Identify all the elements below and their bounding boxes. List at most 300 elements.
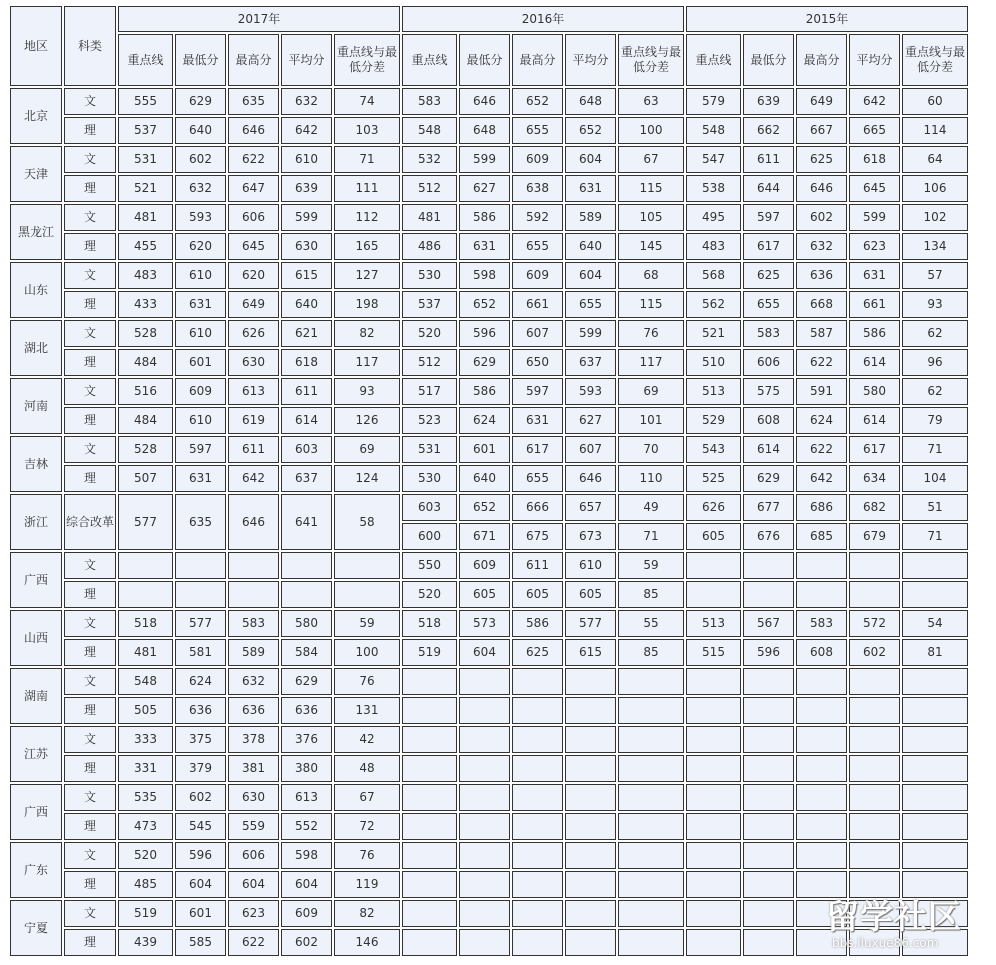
score-cell-2017-key-line: 519	[118, 900, 173, 927]
score-cell-2016-avg-score	[565, 784, 616, 811]
region-cell: 吉林	[10, 436, 62, 492]
score-cell-2016-key-line	[402, 726, 457, 753]
score-cell-2016-max-score: 652	[512, 88, 563, 115]
score-cell-2015-min-score: 606	[743, 349, 794, 376]
score-cell-2016-min-score	[459, 929, 510, 956]
score-cell-2016-key-line: 532	[402, 146, 457, 173]
score-cell-2016-key-line: 583	[402, 88, 457, 115]
score-cell-2017-max-score: 636	[228, 697, 279, 724]
score-cell-2017-key-line	[118, 581, 173, 608]
metric-header-key-line: 重点线	[686, 34, 741, 86]
table-row	[10, 117, 968, 144]
score-cell-2017-gap: 131	[334, 697, 400, 724]
score-cell-2017-key-line: 555	[118, 88, 173, 115]
score-cell-2015-max-score: 632	[796, 233, 847, 260]
metric-header-min-score: 最低分	[175, 34, 226, 86]
score-cell-2016-avg-score: 589	[565, 204, 616, 231]
score-cell-2015-min-score	[743, 900, 794, 927]
score-cell-2017-avg-score: 636	[281, 697, 332, 724]
score-cell-2015-avg-score	[849, 929, 900, 956]
watermark-url: bbs.liuxue86.com	[832, 936, 939, 950]
score-cell-2015-min-score	[743, 552, 794, 579]
score-cell-2015-avg-score	[849, 726, 900, 753]
score-cell-2016-avg-score	[565, 871, 616, 898]
region-cell: 广东	[10, 842, 62, 898]
score-cell-2016-min-score: 598	[459, 262, 510, 289]
region-cell: 天津	[10, 146, 62, 202]
score-cell-2016-min-score: 629	[459, 349, 510, 376]
score-cell-2016-key-line: 520	[402, 581, 457, 608]
table-row	[10, 378, 968, 405]
table-row	[10, 233, 968, 260]
score-cell-2017-avg-score: 618	[281, 349, 332, 376]
metric-header-max-score: 最高分	[512, 34, 563, 86]
region-cell: 广西	[10, 784, 62, 840]
score-cell-2015-key-line: 510	[686, 349, 741, 376]
score-cell-2015-key-line	[686, 842, 741, 869]
score-cell-2016-max-score: 597	[512, 378, 563, 405]
score-cell-2016-key-line	[402, 668, 457, 695]
score-cell-2017-key-line: 516	[118, 378, 173, 405]
score-cell-2015-min-score	[743, 813, 794, 840]
score-cell-2015-max-score: 649	[796, 88, 847, 115]
score-cell-2017-min-score: 545	[175, 813, 226, 840]
score-cell-2015-min-score	[743, 871, 794, 898]
score-cell-2017-min-score: 581	[175, 639, 226, 666]
subject-cell: 文	[64, 204, 116, 231]
score-cell-2016-key-line	[402, 697, 457, 724]
score-cell-2016-key-line: 519	[402, 639, 457, 666]
score-cell-2015-gap: 81	[902, 639, 968, 666]
score-cell-2015-avg-score: 599	[849, 204, 900, 231]
score-cell-2016-gap: 63	[618, 88, 684, 115]
score-cell-2016-key-line: 486	[402, 233, 457, 260]
score-cell-2017-key-line: 531	[118, 146, 173, 173]
score-cell-2017-avg-score: 598	[281, 842, 332, 869]
score-cell-2017-gap: 93	[334, 378, 400, 405]
score-cell-2015-key-line	[686, 813, 741, 840]
score-cell-2015-gap: 62	[902, 378, 968, 405]
score-cell-2016-key-line	[402, 900, 457, 927]
score-cell-2017-max-score: 623	[228, 900, 279, 927]
score-cell-2017-avg-score: 641	[281, 494, 332, 550]
score-cell-2017-avg-score: 637	[281, 465, 332, 492]
score-cell-2017-avg-score: 642	[281, 117, 332, 144]
score-cell-2017-gap: 48	[334, 755, 400, 782]
score-cell-2017-min-score: 636	[175, 697, 226, 724]
score-cell-2015-min-score: 614	[743, 436, 794, 463]
score-cell-2016-key-line: 520	[402, 320, 457, 347]
table-row	[10, 929, 968, 956]
table-row	[10, 668, 968, 695]
score-cell-2015-max-score	[796, 697, 847, 724]
score-cell-2016-min-score: 671	[459, 523, 510, 550]
score-cell-2017-gap: 82	[334, 900, 400, 927]
score-cell-2017-gap	[334, 552, 400, 579]
score-cell-2016-avg-score: 646	[565, 465, 616, 492]
score-cell-2016-max-score: 625	[512, 639, 563, 666]
score-cell-2015-key-line: 626	[686, 494, 741, 521]
table-row	[10, 697, 968, 724]
score-cell-2015-min-score	[743, 842, 794, 869]
score-cell-2016-gap: 101	[618, 407, 684, 434]
score-cell-2017-key-line	[118, 552, 173, 579]
score-cell-2015-key-line: 513	[686, 610, 741, 637]
score-cell-2015-avg-score: 618	[849, 146, 900, 173]
metric-header-min-score: 最低分	[743, 34, 794, 86]
score-cell-2016-key-line: 512	[402, 349, 457, 376]
score-cell-2017-key-line: 481	[118, 204, 173, 231]
score-cell-2015-gap: 54	[902, 610, 968, 637]
score-cell-2017-key-line: 528	[118, 436, 173, 463]
score-cell-2015-max-score	[796, 552, 847, 579]
score-cell-2015-key-line	[686, 726, 741, 753]
score-cell-2015-gap: 57	[902, 262, 968, 289]
score-cell-2016-key-line	[402, 784, 457, 811]
score-cell-2016-avg-score: 593	[565, 378, 616, 405]
score-cell-2016-gap	[618, 871, 684, 898]
score-cell-2015-max-score: 602	[796, 204, 847, 231]
score-cell-2017-avg-score: 640	[281, 291, 332, 318]
score-cell-2016-max-score: 655	[512, 465, 563, 492]
score-cell-2016-key-line: 530	[402, 465, 457, 492]
score-cell-2015-key-line: 568	[686, 262, 741, 289]
score-cell-2015-gap	[902, 871, 968, 898]
region-cell: 广西	[10, 552, 62, 608]
score-cell-2015-min-score: 639	[743, 88, 794, 115]
score-cell-2017-avg-score: 630	[281, 233, 332, 260]
header-year-row	[10, 6, 968, 32]
score-cell-2015-gap	[902, 842, 968, 869]
score-cell-2016-key-line: 518	[402, 610, 457, 637]
score-cell-2016-max-score: 638	[512, 175, 563, 202]
subject-cell: 理	[64, 639, 116, 666]
subject-cell: 理	[64, 871, 116, 898]
score-cell-2016-gap: 69	[618, 378, 684, 405]
score-cell-2016-max-score	[512, 668, 563, 695]
score-cell-2016-max-score: 611	[512, 552, 563, 579]
score-cell-2017-min-score: 631	[175, 291, 226, 318]
score-cell-2017-key-line: 507	[118, 465, 173, 492]
score-cell-2015-key-line	[686, 784, 741, 811]
score-cell-2017-max-score: 620	[228, 262, 279, 289]
score-cell-2016-avg-score	[565, 668, 616, 695]
score-cell-2015-gap: 79	[902, 407, 968, 434]
header-metric-row	[10, 34, 968, 86]
score-cell-2017-max-score: 647	[228, 175, 279, 202]
score-cell-2016-max-score: 617	[512, 436, 563, 463]
score-cell-2016-key-line: 600	[402, 523, 457, 550]
score-cell-2017-gap: 111	[334, 175, 400, 202]
score-cell-2017-avg-score: 613	[281, 784, 332, 811]
score-cell-2017-gap: 82	[334, 320, 400, 347]
score-cell-2016-gap: 76	[618, 320, 684, 347]
score-cell-2015-key-line: 579	[686, 88, 741, 115]
score-cell-2017-min-score: 609	[175, 378, 226, 405]
score-cell-2016-max-score: 592	[512, 204, 563, 231]
score-cell-2016-key-line: 530	[402, 262, 457, 289]
score-cell-2015-avg-score	[849, 842, 900, 869]
table-row	[10, 813, 968, 840]
score-cell-2016-avg-score: 610	[565, 552, 616, 579]
score-cell-2017-max-score: 626	[228, 320, 279, 347]
score-cell-2016-key-line	[402, 929, 457, 956]
score-cell-2016-min-score	[459, 813, 510, 840]
score-cell-2016-gap: 59	[618, 552, 684, 579]
score-cell-2015-gap: 96	[902, 349, 968, 376]
score-cell-2015-avg-score	[849, 871, 900, 898]
score-cell-2017-gap: 59	[334, 610, 400, 637]
score-cell-2015-gap: 134	[902, 233, 968, 260]
score-cell-2015-gap	[902, 697, 968, 724]
table-row	[10, 291, 968, 318]
score-cell-2017-avg-score: 639	[281, 175, 332, 202]
score-cell-2017-min-score: 602	[175, 146, 226, 173]
score-cell-2015-max-score	[796, 813, 847, 840]
metric-header-min-score: 最低分	[459, 34, 510, 86]
score-cell-2017-key-line: 333	[118, 726, 173, 753]
score-cell-2016-key-line: 537	[402, 291, 457, 318]
score-cell-2016-min-score	[459, 871, 510, 898]
score-cell-2016-max-score: 666	[512, 494, 563, 521]
subject-cell: 理	[64, 929, 116, 956]
region-header: 地区	[10, 6, 62, 86]
score-cell-2017-gap: 146	[334, 929, 400, 956]
score-cell-2016-gap: 115	[618, 291, 684, 318]
score-cell-2015-gap: 62	[902, 320, 968, 347]
region-cell: 湖北	[10, 320, 62, 376]
metric-header-avg-score: 平均分	[849, 34, 900, 86]
score-cell-2017-avg-score: 621	[281, 320, 332, 347]
subject-cell: 理	[64, 291, 116, 318]
score-cell-2015-min-score	[743, 668, 794, 695]
score-cell-2015-key-line	[686, 552, 741, 579]
score-cell-2015-avg-score: 617	[849, 436, 900, 463]
score-cell-2016-min-score: 586	[459, 378, 510, 405]
score-cell-2017-min-score: 597	[175, 436, 226, 463]
region-cell: 宁夏	[10, 900, 62, 956]
table-row	[10, 146, 968, 173]
score-cell-2016-max-score	[512, 842, 563, 869]
score-cell-2017-min-score: 593	[175, 204, 226, 231]
score-cell-2015-min-score	[743, 726, 794, 753]
subject-cell: 文	[64, 552, 116, 579]
subject-cell: 文	[64, 900, 116, 927]
score-cell-2015-key-line: 525	[686, 465, 741, 492]
score-cell-2017-max-score: 630	[228, 349, 279, 376]
metric-header-key-line: 重点线	[118, 34, 173, 86]
score-cell-2017-key-line: 473	[118, 813, 173, 840]
score-cell-2015-min-score: 611	[743, 146, 794, 173]
score-cell-2017-max-score: 613	[228, 378, 279, 405]
score-cell-2016-gap	[618, 900, 684, 927]
score-cell-2017-key-line: 485	[118, 871, 173, 898]
table-row	[10, 784, 968, 811]
score-cell-2015-key-line: 605	[686, 523, 741, 550]
score-cell-2015-key-line: 529	[686, 407, 741, 434]
score-cell-2017-avg-score: 602	[281, 929, 332, 956]
table-row	[10, 755, 968, 782]
score-cell-2015-min-score: 644	[743, 175, 794, 202]
subject-cell: 理	[64, 233, 116, 260]
score-cell-2016-key-line: 481	[402, 204, 457, 231]
score-cell-2015-avg-score	[849, 755, 900, 782]
score-cell-2017-gap	[334, 581, 400, 608]
score-cell-2016-avg-score: 673	[565, 523, 616, 550]
score-cell-2015-gap	[902, 784, 968, 811]
score-cell-2017-gap: 103	[334, 117, 400, 144]
score-cell-2015-avg-score	[849, 813, 900, 840]
score-cell-2015-gap: 64	[902, 146, 968, 173]
score-cell-2017-key-line: 520	[118, 842, 173, 869]
score-cell-2016-gap: 145	[618, 233, 684, 260]
subject-cell: 综合改革	[64, 494, 116, 550]
score-cell-2016-gap	[618, 668, 684, 695]
score-cell-2015-min-score: 625	[743, 262, 794, 289]
score-cell-2016-min-score: 631	[459, 233, 510, 260]
score-cell-2016-min-score: 573	[459, 610, 510, 637]
score-cell-2017-min-score: 585	[175, 929, 226, 956]
score-cell-2015-key-line: 543	[686, 436, 741, 463]
score-cell-2016-key-line: 548	[402, 117, 457, 144]
score-cell-2017-max-score: 622	[228, 146, 279, 173]
score-cell-2017-key-line: 528	[118, 320, 173, 347]
table-row	[10, 726, 968, 753]
score-cell-2015-key-line: 562	[686, 291, 741, 318]
score-cell-2016-gap: 110	[618, 465, 684, 492]
subject-cell: 文	[64, 842, 116, 869]
score-cell-2015-gap: 60	[902, 88, 968, 115]
score-cell-2017-gap: 69	[334, 436, 400, 463]
score-cell-2017-min-score: 601	[175, 900, 226, 927]
score-cell-2016-max-score: 605	[512, 581, 563, 608]
score-cell-2017-avg-score: 376	[281, 726, 332, 753]
watermark-logo: 留学社区	[826, 897, 962, 936]
score-cell-2015-max-score	[796, 842, 847, 869]
score-cell-2016-max-score: 650	[512, 349, 563, 376]
score-cell-2016-key-line	[402, 842, 457, 869]
score-cell-2016-avg-score: 652	[565, 117, 616, 144]
score-cell-2015-key-line: 521	[686, 320, 741, 347]
score-cell-2017-gap: 165	[334, 233, 400, 260]
score-cell-2015-avg-score: 661	[849, 291, 900, 318]
score-cell-2015-min-score: 677	[743, 494, 794, 521]
score-cell-2015-max-score: 622	[796, 436, 847, 463]
score-cell-2015-gap	[902, 552, 968, 579]
score-cell-2015-gap	[902, 755, 968, 782]
score-cell-2015-min-score: 608	[743, 407, 794, 434]
score-cell-2016-avg-score: 607	[565, 436, 616, 463]
score-cell-2015-key-line	[686, 929, 741, 956]
score-cell-2015-avg-score: 614	[849, 349, 900, 376]
score-cell-2017-min-score: 596	[175, 842, 226, 869]
table-row	[10, 639, 968, 666]
score-cell-2016-max-score: 609	[512, 262, 563, 289]
table-row	[10, 436, 968, 463]
score-cell-2015-min-score: 655	[743, 291, 794, 318]
subject-cell: 理	[64, 407, 116, 434]
score-cell-2015-max-score	[796, 726, 847, 753]
score-sheet	[8, 4, 970, 958]
score-cell-2017-gap: 100	[334, 639, 400, 666]
score-cell-2017-key-line: 548	[118, 668, 173, 695]
score-cell-2017-min-score: 375	[175, 726, 226, 753]
score-cell-2017-max-score: 642	[228, 465, 279, 492]
score-cell-2017-min-score: 640	[175, 117, 226, 144]
score-cell-2016-max-score: 631	[512, 407, 563, 434]
score-cell-2016-key-line: 603	[402, 494, 457, 521]
score-cell-2017-min-score: 602	[175, 784, 226, 811]
score-cell-2015-key-line	[686, 900, 741, 927]
score-cell-2015-min-score: 676	[743, 523, 794, 550]
score-cell-2016-max-score	[512, 900, 563, 927]
subject-cell: 文	[64, 610, 116, 637]
score-cell-2016-avg-score	[565, 726, 616, 753]
score-cell-2016-avg-score: 631	[565, 175, 616, 202]
table-row	[10, 407, 968, 434]
subject-cell: 理	[64, 697, 116, 724]
subject-cell: 理	[64, 581, 116, 608]
score-cell-2015-key-line: 513	[686, 378, 741, 405]
score-cell-2015-gap	[902, 726, 968, 753]
score-cell-2016-min-score: 601	[459, 436, 510, 463]
score-cell-2017-min-score: 379	[175, 755, 226, 782]
score-cell-2017-avg-score: 604	[281, 871, 332, 898]
score-cell-2015-avg-score	[849, 552, 900, 579]
score-cell-2015-avg-score: 580	[849, 378, 900, 405]
score-cell-2015-max-score: 625	[796, 146, 847, 173]
score-cell-2015-gap	[902, 813, 968, 840]
score-cell-2016-gap	[618, 929, 684, 956]
score-cell-2017-avg-score: 599	[281, 204, 332, 231]
score-cell-2015-avg-score: 586	[849, 320, 900, 347]
score-cell-2015-avg-score: 631	[849, 262, 900, 289]
score-cell-2017-max-score: 378	[228, 726, 279, 753]
score-cell-2016-avg-score: 605	[565, 581, 616, 608]
score-cell-2015-max-score	[796, 784, 847, 811]
score-cell-2016-avg-score: 577	[565, 610, 616, 637]
score-cell-2015-max-score: 685	[796, 523, 847, 550]
score-cell-2016-gap	[618, 726, 684, 753]
score-cell-2016-gap: 115	[618, 175, 684, 202]
score-cell-2016-avg-score	[565, 929, 616, 956]
score-cell-2015-avg-score: 665	[849, 117, 900, 144]
score-cell-2017-gap: 71	[334, 146, 400, 173]
score-cell-2017-max-score: 589	[228, 639, 279, 666]
score-cell-2015-max-score: 668	[796, 291, 847, 318]
score-cell-2016-gap: 100	[618, 117, 684, 144]
score-cell-2017-gap: 112	[334, 204, 400, 231]
score-cell-2016-max-score: 655	[512, 233, 563, 260]
score-cell-2015-key-line	[686, 697, 741, 724]
score-cell-2017-avg-score: 610	[281, 146, 332, 173]
score-cell-2015-avg-score: 679	[849, 523, 900, 550]
score-cell-2015-avg-score: 614	[849, 407, 900, 434]
score-cell-2016-min-score: 627	[459, 175, 510, 202]
score-cell-2015-avg-score: 682	[849, 494, 900, 521]
metric-header-avg-score: 平均分	[565, 34, 616, 86]
score-cell-2016-max-score	[512, 784, 563, 811]
score-cell-2015-gap: 106	[902, 175, 968, 202]
score-cell-2016-max-score: 607	[512, 320, 563, 347]
score-cell-2015-gap: 104	[902, 465, 968, 492]
score-cell-2015-min-score: 662	[743, 117, 794, 144]
score-cell-2016-min-score: 586	[459, 204, 510, 231]
score-cell-2017-min-score: 629	[175, 88, 226, 115]
score-cell-2017-avg-score: 380	[281, 755, 332, 782]
score-cell-2017-min-score: 610	[175, 407, 226, 434]
score-cell-2016-min-score: 605	[459, 581, 510, 608]
